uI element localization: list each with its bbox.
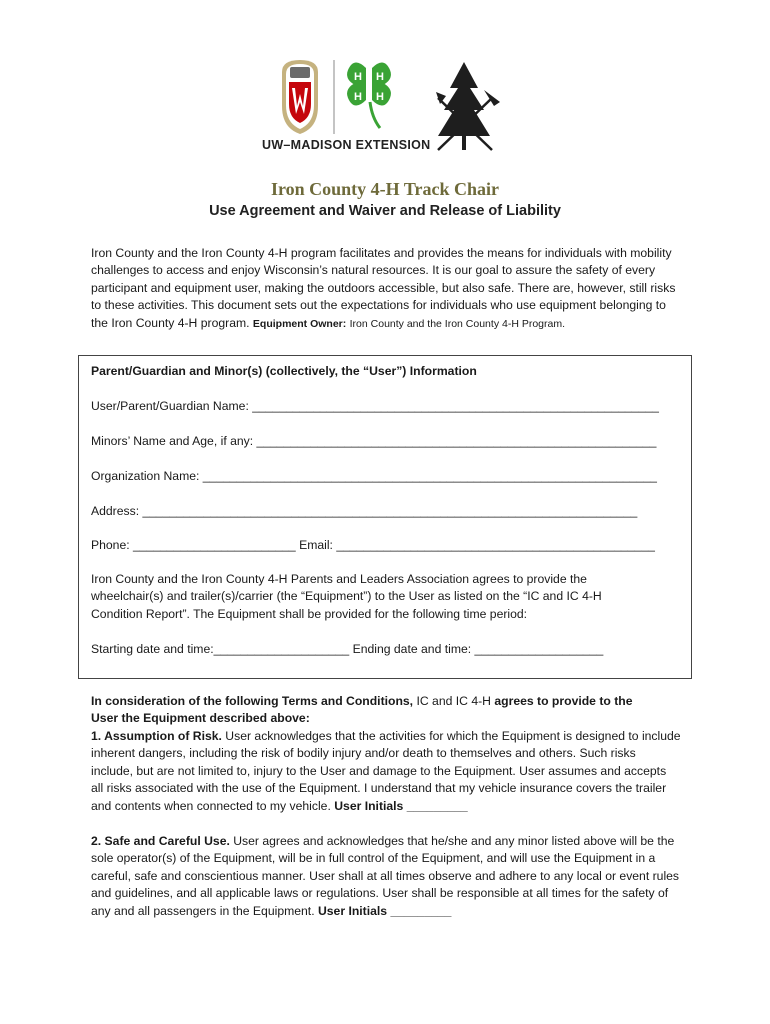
svg-text:H: H	[354, 91, 362, 103]
phone-email-field[interactable]: Phone: ________________________ Email: _______________________________________________	[91, 538, 655, 552]
s2-heading: 2. Safe and Careful Use.	[91, 834, 230, 848]
terms-intro-bold-1: In consideration of the following Terms and Conditions,	[91, 694, 414, 708]
document-subtitle: Use Agreement and Waiver and Release of Liability	[209, 203, 561, 219]
organization-field[interactable]: Organization Name: ___________________________________________________________________	[91, 469, 657, 483]
s2-text: User agrees and acknowledges that he/she and any minor listed above will be the sole operator(s) of the Equipment, will be in full control of the Equipment, and will use the Equipment in a careful, safe and conscientious manner. User shall at all times observe and adhere to any local or event rules and guidelines, and all applicable laws or regulations. User shall be responsible at all times for the safety of any and all passengers in the Equipment.	[91, 834, 680, 918]
terms-intro	[91, 693, 636, 728]
svg-text:H: H	[376, 91, 384, 103]
agreement-text: Iron County and the Iron County 4-H Parents and Leaders Association agrees to provide the wheelchair(s) and trailer(s)/carrier (the “Equipment”) to the User as listed on the “IC and IC 4-H Condition Report”. The Equipment shall be provided for the following time period:	[91, 572, 602, 621]
info-box-heading: Parent/Guardian and Minor(s) (collectively, the “User”) Information	[91, 364, 477, 378]
intro-paragraph	[91, 245, 681, 333]
section-safe-careful-use	[91, 833, 681, 920]
svg-text:H: H	[376, 71, 384, 83]
pine-tree-icon	[436, 62, 500, 150]
owner-label: Equipment Owner:	[252, 317, 347, 330]
section-assumption-of-risk	[91, 728, 681, 815]
dates-field[interactable]: Starting date and time:____________________ Ending date and time: ___________________	[91, 642, 604, 656]
document-title: Iron County 4-H Track Chair	[270, 179, 500, 199]
s1-text: User acknowledges that the activities for which the Equipment is designed to include inherent dangers, including the risk of bodily injury and/or death to themselves and others. Such risks include, but are not limited to, injury to the User and damage to the Equipment. User assumes and accepts all risks associated with the use of the Equipment. I understand that my vehicle insurance covers the trailer and contents when connected to my vehicle.	[91, 729, 681, 813]
s1-heading: 1. Assumption of Risk.	[91, 729, 222, 743]
terms-intro-normal: IC and IC 4-H	[413, 694, 495, 708]
uw-crest-icon	[282, 60, 318, 134]
org-name: UW–MADISON EXTENSION	[262, 138, 431, 152]
name-field[interactable]: User/Parent/Guardian Name: ____________________________________________________________	[91, 399, 659, 413]
minors-field[interactable]: Minors’ Name and Age, if any: ___________________________________________________________	[91, 434, 657, 448]
intro-text: Iron County and the Iron County 4-H program facilitates and provides the means for individuals with mobility challenges to access and enjoy Wisconsin’s natural resources. It is our goal to assure the safety of every participant and equipment user, making the outdoors accessible, but also safe. There are, however, still risks to these activities. This document sets out the expectations for individuals who use equipment belonging to the Iron County 4-H program.	[91, 246, 676, 330]
svg-text:H: H	[354, 71, 362, 83]
4h-clover-icon	[347, 62, 391, 128]
address-field[interactable]: Address: _________________________________________________________________________	[91, 504, 638, 518]
s2-initials[interactable]: User Initials _________	[317, 903, 452, 918]
terms-intro-bold-2: agrees to provide to the User the Equipment described above:	[91, 694, 633, 726]
s1-initials[interactable]: User Initials _________	[334, 798, 468, 813]
owner-value: Iron County and the Iron County 4-H Program.	[349, 317, 565, 330]
